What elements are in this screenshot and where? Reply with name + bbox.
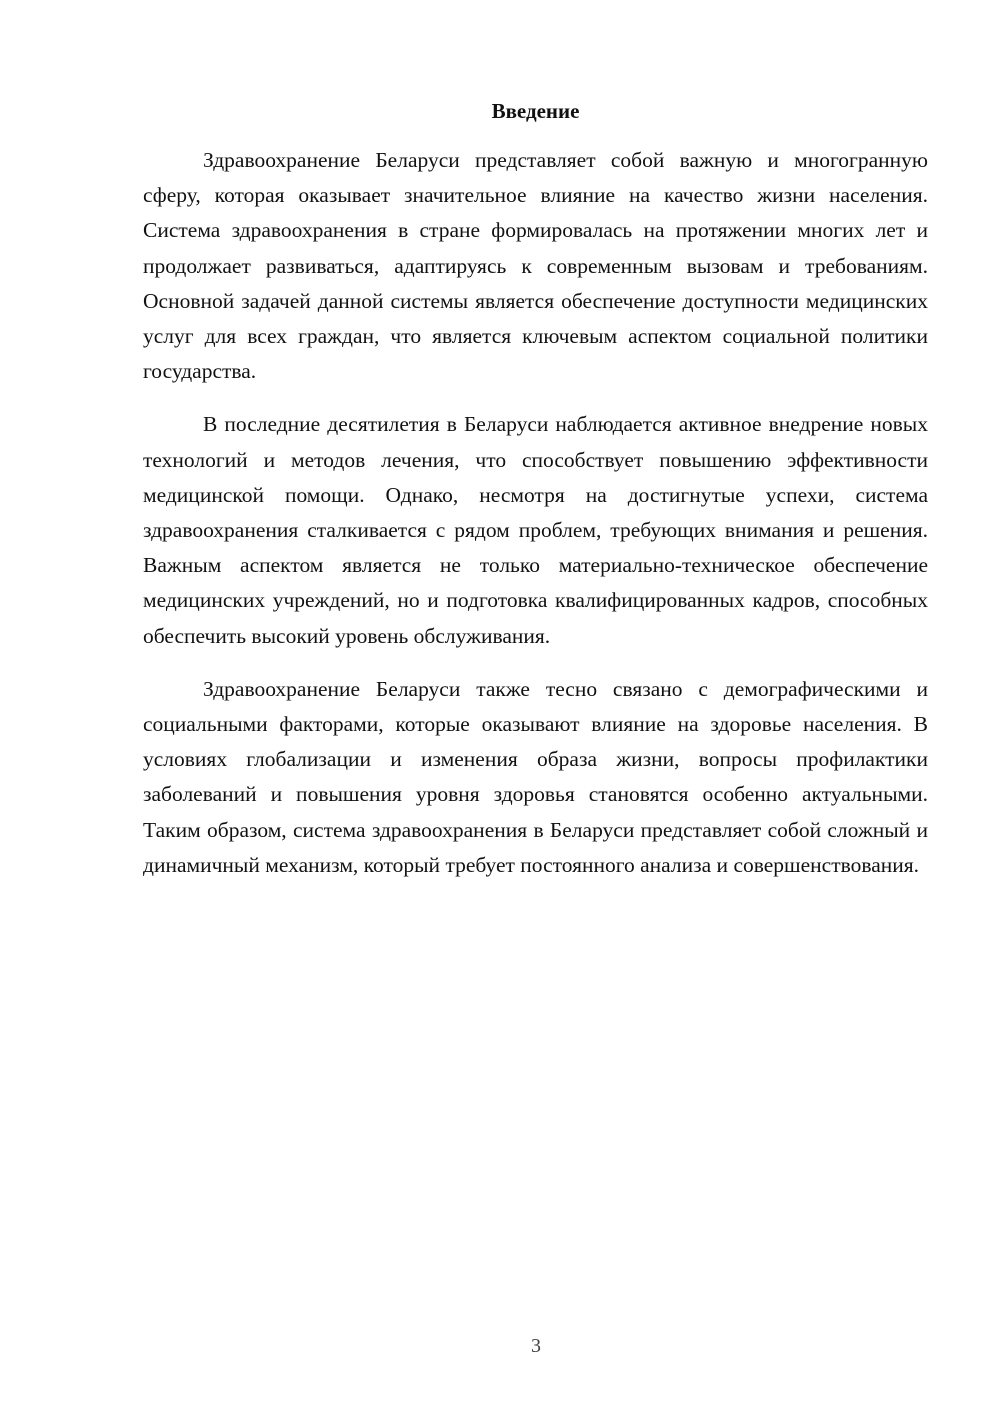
paragraph-3: Здравоохранение Беларуси также тесно связано с демографическими и социальными факторами, которые оказывают влияние на здоровье населения. В условиях глобализации и изменения образа жизни, вопросы профилактики заболеваний и повышения уровня здоровья становятся особенно актуальными. Таким образом, система здравоохранения в Беларуси представляет собой сложный и динамичный механизм, который требует постоянного анализа и совершенствования. [143,676,928,877]
paragraph-2: В последние десятилетия в Беларуси наблюдается активное внедрение новых технологий и методов лечения, что способствует повышению эффективности медицинской помощи. Однако, несмотря на достигнутые успехи, система здравоохранения сталкивается с рядом проблем, требующих внимания и решения. Важным аспектом является не только материально-техническое обеспечение медицинских учреждений, но и подготовка квалифицированных кадров, способных обеспечить высокий уровень обслуживания. [143,412,928,648]
section-title: Введение [491,99,580,123]
body-text [143,143,928,901]
page-number: 3 [531,1335,541,1357]
paragraph-1: Здравоохранение Беларуси представляет собой важную и многогранную сферу, которая оказывает значительное влияние на качество жизни населения. Система здравоохранения в стране формировалась на протяжении многих лет и продолжает развиваться, адаптируясь к современным вызовам и требованиям. Основной задачей данной системы является обеспечение доступности медицинских услуг для всех граждан, что является ключевым аспектом социальной политики государства. [143,148,928,384]
